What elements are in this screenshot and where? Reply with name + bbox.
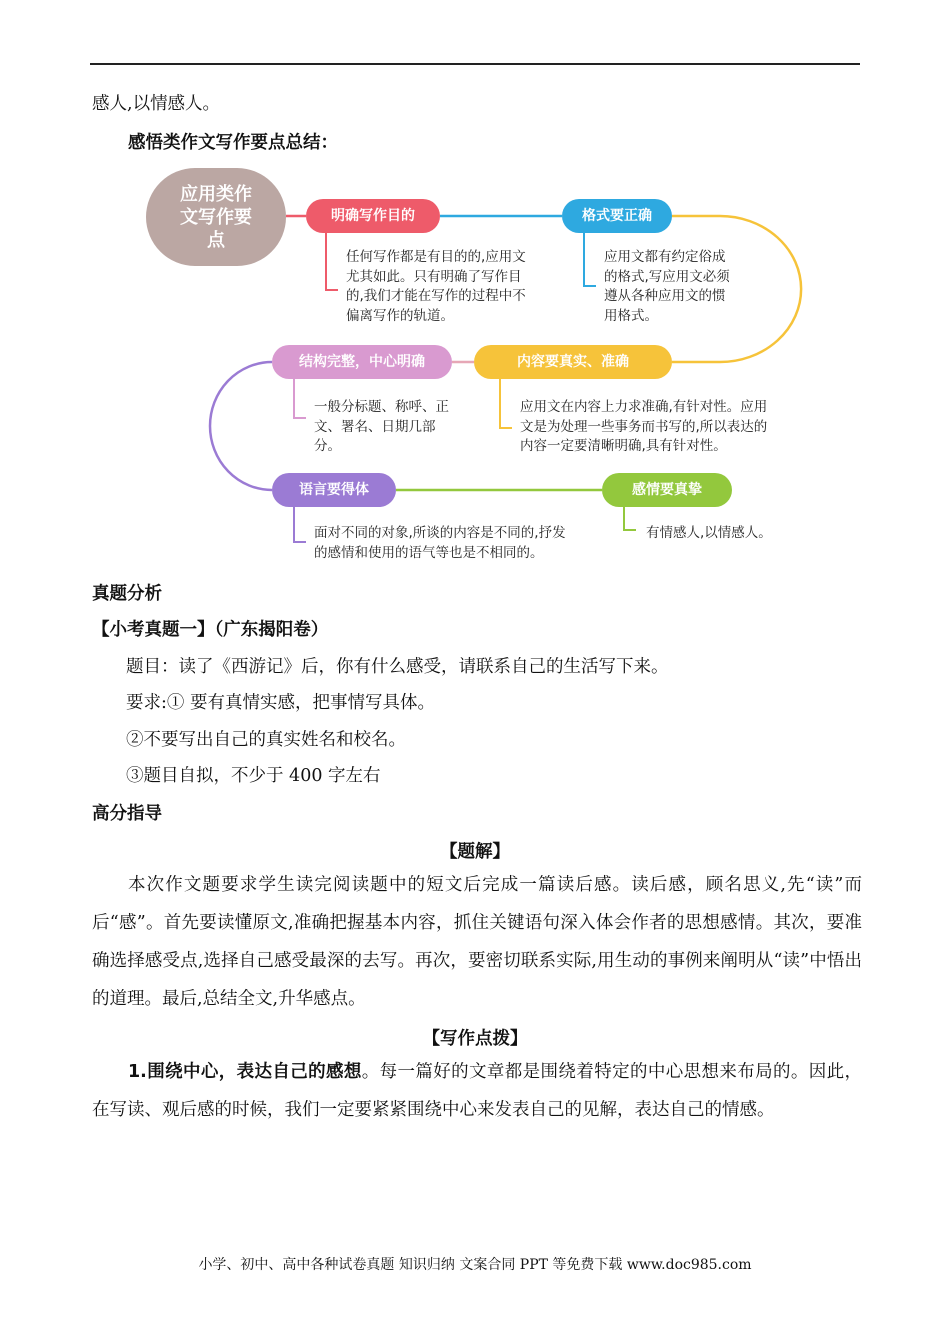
mindmap-desc-purpose: 任何写作都是有目的的,应用文尤其如此。只有明确了写作目的,我们才能在写作的过程中不偏离写作的轨道。 <box>346 249 526 324</box>
point1-paragraph <box>92 1053 862 1129</box>
mindmap-desc-format: 应用文都有约定俗成的格式,写应用文必须遵从各种应用文的惯用格式。 <box>604 249 730 324</box>
section-heading: 感悟类作文写作要点总结： <box>128 133 338 153</box>
analysis-title: 真题分析 <box>92 584 162 604</box>
mindmap-node-content: 内容要真实、准确 <box>474 345 672 379</box>
mindmap-node-structure: 结构完整，中心明确 <box>272 345 452 379</box>
mindmap-desc-content: 应用文在内容上力求准确,有针对性。应用文是为处理一些事务而书写的,所以表达的内容一定要清晰明确,具有针对性。 <box>520 399 768 454</box>
tijie-title: 【题解】 <box>440 842 510 862</box>
guide-title: 高分指导 <box>92 804 162 824</box>
point1-text: 。每一篇好的文章都是围绕着特定的中心思想来布局的。因此，在写读、观后感的时候，我们一定要紧紧围绕中心来发表自己的见解，表达自己的情感。 <box>92 1062 863 1120</box>
mindmap-node-purpose: 明确写作目的 <box>306 199 440 233</box>
mindmap-node-language: 语言要得体 <box>272 473 396 507</box>
question-title: 【小考真题一】（广东揭阳卷） <box>92 620 329 640</box>
tijie-paragraph: 本次作文题要求学生读完阅读题中的短文后完成一篇读后感。读后感，顾名思义,先“读”而后“感”。首先要读懂原文,准确把握基本内容，抓住关键语句深入体会作者的思想感情。其次，要准确选择感受点,选择自己感受最深的去写。再次，要密切联系实际,用生动的事例来阐明从“读”中悟出的道理。最后,总结全文,升华感点。 <box>92 875 862 1009</box>
question-line-3: ②不要写出自己的真实姓名和校名。 <box>126 730 406 750</box>
header-line: 感人,以情感人。 <box>92 94 221 114</box>
mindmap-node-emotion: 感情要真挚 <box>602 473 732 507</box>
question-line-4: ③题目自拟，不少于 400 字左右 <box>126 766 381 786</box>
mindmap-node-format: 格式要正确 <box>562 199 672 233</box>
question-line-1: 题目：读了《西游记》后，你有什么感受，请联系自己的生活写下来。 <box>126 657 669 677</box>
point1-heading: 1.围绕中心，表达自己的感想 <box>128 1062 362 1082</box>
question-line-2: 要求:① 要有真情实感，把事情写具体。 <box>126 693 435 713</box>
writing-title: 【写作点拨】 <box>422 1029 528 1049</box>
mindmap-desc-emotion: 有情感人,以情感人。 <box>646 525 772 541</box>
mindmap-desc-structure: 一般分标题、称呼、正文、署名、日期几部分。 <box>314 399 449 454</box>
page-footer: 小学、初中、高中各种试卷真题 知识归纳 文案合同 PPT 等免费下载 www.doc985.com <box>198 1257 752 1273</box>
mindmap-center: 应用类作文写作要点 <box>146 168 286 266</box>
header-rule <box>90 63 860 65</box>
mindmap-desc-language: 面对不同的对象,所谈的内容是不同的,抒发的感情和使用的语气等也是不相同的。 <box>314 525 566 561</box>
